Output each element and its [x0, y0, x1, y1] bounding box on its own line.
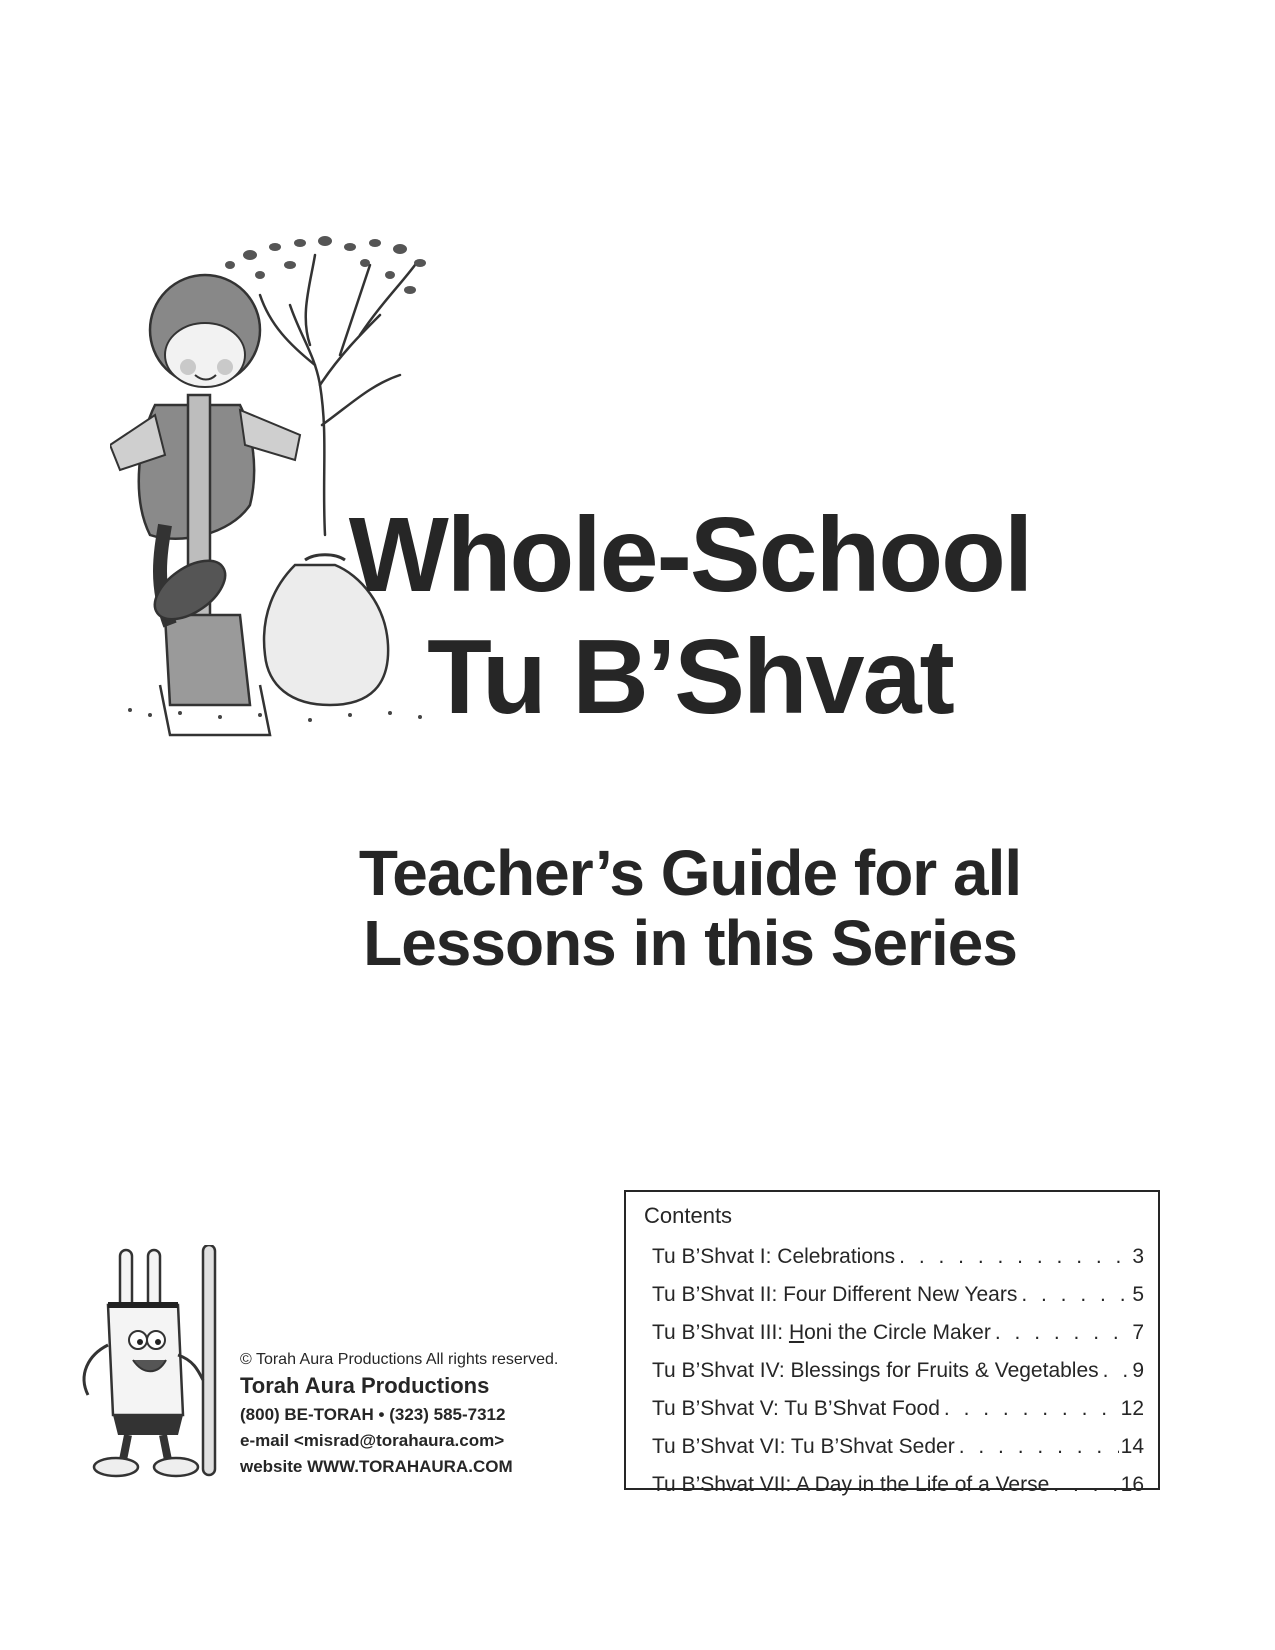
toc-entry [652, 1352, 1144, 1390]
toc-entry-page: 7 [1132, 1321, 1144, 1344]
subtitle-line-2: Lessons in this Series [363, 907, 1017, 979]
toc-leader-dots [955, 1428, 1119, 1466]
contents-heading: Contents [644, 1203, 733, 1228]
toc-entry-label-underlined: H [788, 1321, 805, 1344]
toc-entry-page: 14 [1120, 1435, 1144, 1458]
toc-leader-dots [895, 1238, 1130, 1276]
toc-entry-page: 9 [1132, 1359, 1144, 1382]
child-planting-tree-illustration [110, 235, 450, 755]
toc-leader-dots [940, 1390, 1119, 1428]
toc-entry [652, 1314, 1144, 1352]
toc-entry-label: Tu B’Shvat VI: Tu B’Shvat Seder [652, 1435, 955, 1458]
page-title-line-1: Whole-School [348, 496, 1032, 614]
toc-entry-label: Tu B’Shvat V: Tu B’Shvat Food [652, 1397, 940, 1420]
page-title-line-2: Tu B’Shvat [427, 618, 953, 736]
publisher-website: website WWW.TORAHAURA.COM [240, 1457, 513, 1476]
toc-entry-label: Tu B’Shvat IV: Blessings for Fruits & Vegetables [652, 1359, 1099, 1382]
toc-leader-dots [991, 1314, 1130, 1352]
toc-leader-dots [1017, 1276, 1130, 1314]
toc-entry-page: 12 [1120, 1397, 1144, 1420]
toc-entry-label [652, 1314, 991, 1352]
publisher-phone: (800) BE-TORAH • (323) 585-7312 [240, 1405, 506, 1424]
toc-entry-label-prefix: Tu B’Shvat III: [652, 1321, 789, 1344]
toc-entry-label: Tu B’Shvat VII: A Day in the Life of a Verse [652, 1473, 1050, 1496]
toc-leader-dots [1099, 1352, 1131, 1390]
toc-entry [652, 1466, 1144, 1504]
toc-entry [652, 1428, 1144, 1466]
publisher-name: Torah Aura Productions [240, 1373, 490, 1398]
table-of-contents [624, 1190, 1160, 1496]
contents-list [652, 1238, 1144, 1504]
copyright-notice: © Torah Aura Productions All rights reserved. [240, 1351, 559, 1368]
toc-entry-page: 3 [1132, 1245, 1144, 1268]
toc-entry [652, 1276, 1144, 1314]
toc-entry [652, 1238, 1144, 1276]
toc-entry [652, 1390, 1144, 1428]
toc-entry-label: Tu B’Shvat II: Four Different New Years [652, 1283, 1018, 1306]
subtitle-line-1: Teacher’s Guide for all [358, 837, 1022, 909]
toc-entry-page: 5 [1132, 1283, 1144, 1306]
toc-leader-dots [1049, 1466, 1118, 1504]
torah-scroll-mascot-illustration [78, 1245, 238, 1485]
toc-entry-page: 16 [1120, 1473, 1144, 1496]
publisher-email: e-mail <misrad@torahaura.com> [240, 1431, 505, 1450]
toc-entry-label: Tu B’Shvat I: Celebrations [652, 1245, 896, 1268]
toc-entry-label-suffix: oni the Circle Maker [804, 1321, 991, 1344]
